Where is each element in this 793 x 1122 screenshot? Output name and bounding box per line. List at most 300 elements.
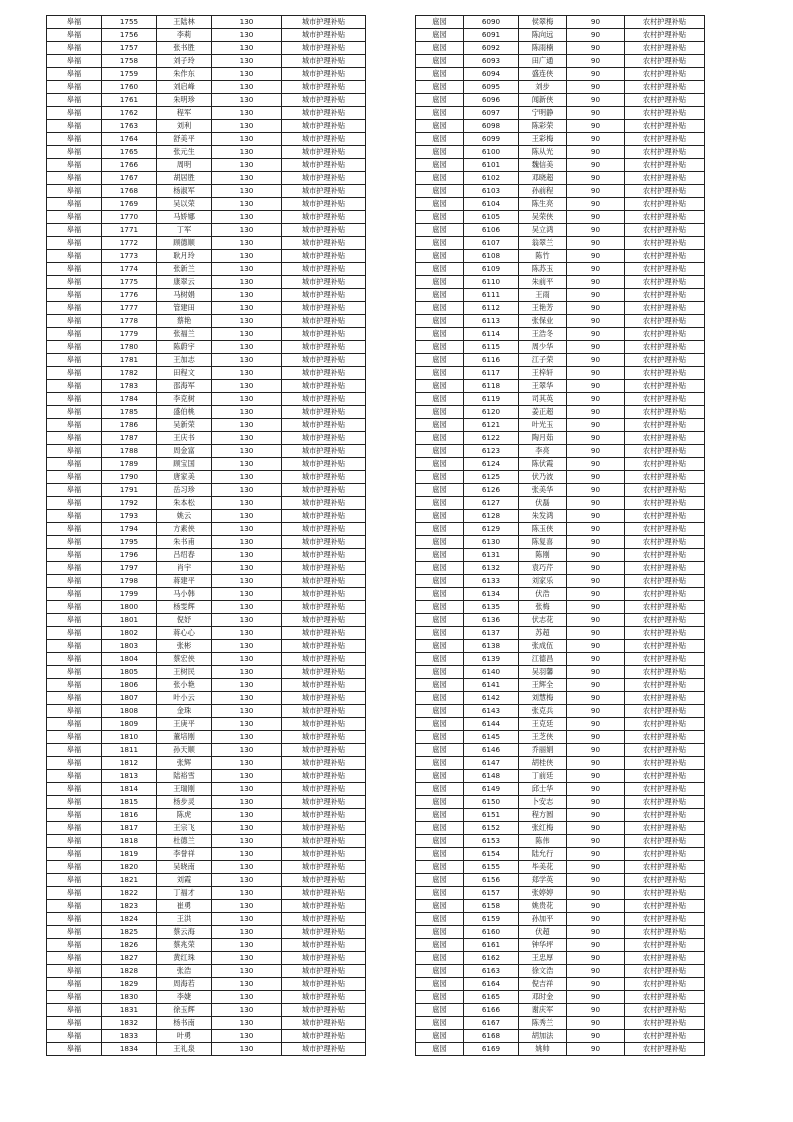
table-row (416, 887, 705, 900)
amount-cell: 90 (567, 666, 625, 679)
table-row (416, 874, 705, 887)
town-cell: 皋福 (47, 1017, 102, 1030)
category-cell: 农村护理补贴 (625, 393, 705, 406)
serial-number-cell: 1755 (102, 16, 157, 29)
category-cell: 农村护理补贴 (625, 822, 705, 835)
amount-cell: 130 (212, 796, 282, 809)
name-cell: 闻新侠 (519, 94, 567, 107)
table-row (47, 575, 366, 588)
amount-cell: 90 (567, 146, 625, 159)
name-cell: 刘启峰 (157, 81, 212, 94)
category-cell: 农村护理补贴 (625, 744, 705, 757)
name-cell: 李亮 (519, 445, 567, 458)
town-cell: 皋福 (47, 523, 102, 536)
category-cell: 城市护理补贴 (282, 744, 366, 757)
category-cell: 城市护理补贴 (282, 432, 366, 445)
name-cell: 王宗飞 (157, 822, 212, 835)
table-row (47, 601, 366, 614)
serial-number-cell: 6117 (464, 367, 519, 380)
category-cell: 城市护理补贴 (282, 42, 366, 55)
table-row (47, 302, 366, 315)
name-cell: 吴立鸿 (519, 224, 567, 237)
name-cell: 王艳芳 (519, 302, 567, 315)
amount-cell: 130 (212, 328, 282, 341)
name-cell: 倪吉祥 (519, 978, 567, 991)
table-row (47, 1004, 366, 1017)
town-cell: 皋福 (47, 224, 102, 237)
town-cell: 皋福 (47, 393, 102, 406)
name-cell: 王辉全 (519, 679, 567, 692)
town-cell: 皋福 (47, 510, 102, 523)
table-row (47, 757, 366, 770)
table-row (416, 354, 705, 367)
amount-cell: 90 (567, 731, 625, 744)
name-cell: 朱明珍 (157, 94, 212, 107)
serial-number-cell: 6160 (464, 926, 519, 939)
category-cell: 农村护理补贴 (625, 380, 705, 393)
town-cell: 皋福 (47, 185, 102, 198)
table-row (47, 315, 366, 328)
table-row (416, 1043, 705, 1056)
amount-cell: 90 (567, 263, 625, 276)
serial-number-cell: 1777 (102, 302, 157, 315)
serial-number-cell: 1832 (102, 1017, 157, 1030)
amount-cell: 90 (567, 939, 625, 952)
category-cell: 农村护理补贴 (625, 705, 705, 718)
category-cell: 农村护理补贴 (625, 835, 705, 848)
amount-cell: 90 (567, 965, 625, 978)
town-cell: 扈园 (416, 263, 464, 276)
amount-cell: 90 (567, 406, 625, 419)
amount-cell: 90 (567, 718, 625, 731)
table-row (47, 510, 366, 523)
name-cell: 吕绍春 (157, 549, 212, 562)
serial-number-cell: 6121 (464, 419, 519, 432)
amount-cell: 90 (567, 120, 625, 133)
town-cell: 皋福 (47, 328, 102, 341)
town-cell: 扈园 (416, 276, 464, 289)
name-cell: 蔡兆荣 (157, 939, 212, 952)
table-row (47, 536, 366, 549)
name-cell: 肖宇 (157, 562, 212, 575)
serial-number-cell: 6140 (464, 666, 519, 679)
table-row (47, 705, 366, 718)
name-cell: 陶月茹 (519, 432, 567, 445)
town-cell: 扈园 (416, 822, 464, 835)
name-cell: 董培刚 (157, 731, 212, 744)
table-row (416, 367, 705, 380)
serial-number-cell: 1799 (102, 588, 157, 601)
table-row (416, 679, 705, 692)
serial-number-cell: 6114 (464, 328, 519, 341)
amount-cell: 90 (567, 29, 625, 42)
name-cell: 吴以荣 (157, 198, 212, 211)
amount-cell: 130 (212, 809, 282, 822)
table-row (416, 718, 705, 731)
left-roster-table (46, 15, 366, 1056)
serial-number-cell: 6115 (464, 341, 519, 354)
town-cell: 扈园 (416, 796, 464, 809)
category-cell: 农村护理补贴 (625, 341, 705, 354)
category-cell: 城市护理补贴 (282, 562, 366, 575)
table-row (416, 68, 705, 81)
town-cell: 皋福 (47, 1004, 102, 1017)
name-cell: 陈从光 (519, 146, 567, 159)
table-row (416, 523, 705, 536)
category-cell: 城市护理补贴 (282, 770, 366, 783)
name-cell: 邵海军 (157, 380, 212, 393)
amount-cell: 130 (212, 861, 282, 874)
name-cell: 伏乃波 (519, 471, 567, 484)
table-row (47, 874, 366, 887)
name-cell: 卜安志 (519, 796, 567, 809)
town-cell: 皋福 (47, 81, 102, 94)
category-cell: 农村护理补贴 (625, 848, 705, 861)
table-row (416, 809, 705, 822)
category-cell: 城市护理补贴 (282, 328, 366, 341)
table-row (416, 107, 705, 120)
town-cell: 扈园 (416, 575, 464, 588)
town-cell: 皋福 (47, 562, 102, 575)
table-row (416, 757, 705, 770)
town-cell: 扈园 (416, 861, 464, 874)
table-row (416, 978, 705, 991)
category-cell: 城市护理补贴 (282, 575, 366, 588)
table-row (47, 588, 366, 601)
serial-number-cell: 6093 (464, 55, 519, 68)
serial-number-cell: 1776 (102, 289, 157, 302)
name-cell: 王梓轩 (519, 367, 567, 380)
amount-cell: 130 (212, 107, 282, 120)
table-row (416, 237, 705, 250)
amount-cell: 130 (212, 159, 282, 172)
serial-number-cell: 6144 (464, 718, 519, 731)
amount-cell: 130 (212, 1030, 282, 1043)
name-cell: 王陆林 (157, 16, 212, 29)
name-cell: 王雨 (519, 289, 567, 302)
category-cell: 农村护理补贴 (625, 549, 705, 562)
amount-cell: 90 (567, 198, 625, 211)
table-row (47, 172, 366, 185)
amount-cell: 130 (212, 42, 282, 55)
amount-cell: 90 (567, 328, 625, 341)
name-cell: 王庆书 (157, 432, 212, 445)
category-cell: 农村护理补贴 (625, 679, 705, 692)
category-cell: 农村护理补贴 (625, 900, 705, 913)
table-row (416, 536, 705, 549)
category-cell: 城市护理补贴 (282, 250, 366, 263)
serial-number-cell: 1780 (102, 341, 157, 354)
town-cell: 扈园 (416, 120, 464, 133)
town-cell: 扈园 (416, 549, 464, 562)
table-row (416, 653, 705, 666)
category-cell: 农村护理补贴 (625, 952, 705, 965)
serial-number-cell: 6098 (464, 120, 519, 133)
amount-cell: 130 (212, 549, 282, 562)
town-cell: 扈园 (416, 198, 464, 211)
town-cell: 扈园 (416, 653, 464, 666)
name-cell: 田程文 (157, 367, 212, 380)
category-cell: 农村护理补贴 (625, 367, 705, 380)
town-cell: 皋福 (47, 900, 102, 913)
amount-cell: 130 (212, 185, 282, 198)
category-cell: 城市护理补贴 (282, 406, 366, 419)
name-cell: 马树娟 (157, 289, 212, 302)
town-cell: 皋福 (47, 42, 102, 55)
amount-cell: 90 (567, 81, 625, 94)
amount-cell: 90 (567, 471, 625, 484)
serial-number-cell: 6157 (464, 887, 519, 900)
table-row (416, 952, 705, 965)
category-cell: 农村护理补贴 (625, 29, 705, 42)
amount-cell: 90 (567, 237, 625, 250)
table-row (416, 666, 705, 679)
serial-number-cell: 6145 (464, 731, 519, 744)
name-cell: 岳习珍 (157, 484, 212, 497)
serial-number-cell: 1793 (102, 510, 157, 523)
amount-cell: 90 (567, 978, 625, 991)
table-row (416, 393, 705, 406)
name-cell: 朱书甫 (157, 536, 212, 549)
town-cell: 扈园 (416, 471, 464, 484)
serial-number-cell: 6151 (464, 809, 519, 822)
category-cell: 城市护理补贴 (282, 341, 366, 354)
name-cell: 陈蔚宇 (157, 341, 212, 354)
amount-cell: 90 (567, 107, 625, 120)
serial-number-cell: 6139 (464, 653, 519, 666)
serial-number-cell: 1790 (102, 471, 157, 484)
name-cell: 姚云 (157, 510, 212, 523)
table-row (47, 796, 366, 809)
town-cell: 扈园 (416, 783, 464, 796)
category-cell: 农村护理补贴 (625, 770, 705, 783)
amount-cell: 90 (567, 1004, 625, 1017)
name-cell: 张书胜 (157, 42, 212, 55)
category-cell: 农村护理补贴 (625, 796, 705, 809)
town-cell: 扈园 (416, 965, 464, 978)
serial-number-cell: 1808 (102, 705, 157, 718)
town-cell: 扈园 (416, 55, 464, 68)
table-row (47, 939, 366, 952)
table-row (416, 588, 705, 601)
name-cell: 邓晓超 (519, 172, 567, 185)
name-cell: 胡桂侠 (519, 757, 567, 770)
amount-cell: 130 (212, 94, 282, 107)
category-cell: 城市护理补贴 (282, 497, 366, 510)
category-cell: 农村护理补贴 (625, 1043, 705, 1056)
amount-cell: 90 (567, 432, 625, 445)
table-row (47, 289, 366, 302)
category-cell: 城市护理补贴 (282, 692, 366, 705)
name-cell: 李莉 (157, 29, 212, 42)
serial-number-cell: 1796 (102, 549, 157, 562)
amount-cell: 130 (212, 16, 282, 29)
town-cell: 皋福 (47, 55, 102, 68)
town-cell: 皋福 (47, 913, 102, 926)
amount-cell: 130 (212, 705, 282, 718)
amount-cell: 130 (212, 718, 282, 731)
amount-cell: 130 (212, 211, 282, 224)
category-cell: 城市护理补贴 (282, 224, 366, 237)
amount-cell: 130 (212, 965, 282, 978)
serial-number-cell: 1823 (102, 900, 157, 913)
amount-cell: 130 (212, 848, 282, 861)
town-cell: 扈园 (416, 835, 464, 848)
town-cell: 皋福 (47, 575, 102, 588)
table-row (416, 302, 705, 315)
serial-number-cell: 1821 (102, 874, 157, 887)
serial-number-cell: 6159 (464, 913, 519, 926)
serial-number-cell: 1785 (102, 406, 157, 419)
serial-number-cell: 6107 (464, 237, 519, 250)
town-cell: 皋福 (47, 666, 102, 679)
category-cell: 城市护理补贴 (282, 1043, 366, 1056)
serial-number-cell: 6123 (464, 445, 519, 458)
table-row (416, 146, 705, 159)
serial-number-cell: 1767 (102, 172, 157, 185)
town-cell: 扈园 (416, 445, 464, 458)
table-row (416, 406, 705, 419)
serial-number-cell: 1817 (102, 822, 157, 835)
category-cell: 城市护理补贴 (282, 965, 366, 978)
amount-cell: 130 (212, 874, 282, 887)
name-cell: 王瑞刚 (157, 783, 212, 796)
name-cell: 张保业 (519, 315, 567, 328)
serial-number-cell: 6164 (464, 978, 519, 991)
name-cell: 宁明静 (519, 107, 567, 120)
name-cell: 周明 (157, 159, 212, 172)
serial-number-cell: 1797 (102, 562, 157, 575)
town-cell: 扈园 (416, 289, 464, 302)
category-cell: 农村护理补贴 (625, 81, 705, 94)
amount-cell: 90 (567, 224, 625, 237)
category-cell: 城市护理补贴 (282, 900, 366, 913)
category-cell: 农村护理补贴 (625, 614, 705, 627)
category-cell: 城市护理补贴 (282, 718, 366, 731)
name-cell: 蒋心心 (157, 627, 212, 640)
left-roster-body (47, 16, 366, 1056)
name-cell: 孙前程 (519, 185, 567, 198)
town-cell: 皋福 (47, 471, 102, 484)
table-row (47, 1030, 366, 1043)
serial-number-cell: 6131 (464, 549, 519, 562)
serial-number-cell: 1833 (102, 1030, 157, 1043)
amount-cell: 90 (567, 744, 625, 757)
amount-cell: 90 (567, 133, 625, 146)
table-row (47, 653, 366, 666)
category-cell: 农村护理补贴 (625, 198, 705, 211)
amount-cell: 130 (212, 380, 282, 393)
serial-number-cell: 1791 (102, 484, 157, 497)
amount-cell: 90 (567, 484, 625, 497)
amount-cell: 130 (212, 432, 282, 445)
name-cell: 周少华 (519, 341, 567, 354)
table-row (47, 718, 366, 731)
amount-cell: 90 (567, 315, 625, 328)
town-cell: 皋福 (47, 94, 102, 107)
table-row (47, 94, 366, 107)
amount-cell: 90 (567, 1017, 625, 1030)
category-cell: 农村护理补贴 (625, 276, 705, 289)
serial-number-cell: 6108 (464, 250, 519, 263)
name-cell: 张克兵 (519, 705, 567, 718)
serial-number-cell: 1818 (102, 835, 157, 848)
town-cell: 皋福 (47, 614, 102, 627)
name-cell: 司其英 (519, 393, 567, 406)
serial-number-cell: 1809 (102, 718, 157, 731)
town-cell: 扈园 (416, 588, 464, 601)
amount-cell: 90 (567, 159, 625, 172)
serial-number-cell: 6161 (464, 939, 519, 952)
category-cell: 城市护理补贴 (282, 315, 366, 328)
amount-cell: 90 (567, 549, 625, 562)
town-cell: 皋福 (47, 601, 102, 614)
category-cell: 城市护理补贴 (282, 601, 366, 614)
table-row (416, 1004, 705, 1017)
town-cell: 扈园 (416, 952, 464, 965)
amount-cell: 130 (212, 55, 282, 68)
name-cell: 张辉 (157, 757, 212, 770)
category-cell: 城市护理补贴 (282, 81, 366, 94)
name-cell: 伏超 (519, 926, 567, 939)
category-cell: 城市护理补贴 (282, 302, 366, 315)
town-cell: 皋福 (47, 341, 102, 354)
amount-cell: 90 (567, 510, 625, 523)
category-cell: 城市护理补贴 (282, 796, 366, 809)
amount-cell: 130 (212, 1043, 282, 1056)
amount-cell: 130 (212, 614, 282, 627)
serial-number-cell: 1756 (102, 29, 157, 42)
table-row (416, 185, 705, 198)
town-cell: 扈园 (416, 978, 464, 991)
name-cell: 李克树 (157, 393, 212, 406)
name-cell: 杜德兰 (157, 835, 212, 848)
table-row (416, 380, 705, 393)
town-cell: 皋福 (47, 1030, 102, 1043)
town-cell: 皋福 (47, 718, 102, 731)
table-row (47, 42, 366, 55)
amount-cell: 130 (212, 692, 282, 705)
category-cell: 农村护理补贴 (625, 159, 705, 172)
table-row (416, 926, 705, 939)
category-cell: 城市护理补贴 (282, 679, 366, 692)
serial-number-cell: 6124 (464, 458, 519, 471)
category-cell: 农村护理补贴 (625, 172, 705, 185)
category-cell: 农村护理补贴 (625, 1017, 705, 1030)
category-cell: 城市护理补贴 (282, 614, 366, 627)
name-cell: 丁前廷 (519, 770, 567, 783)
category-cell: 农村护理补贴 (625, 497, 705, 510)
serial-number-cell: 1758 (102, 55, 157, 68)
name-cell: 刘霞 (157, 874, 212, 887)
town-cell: 扈园 (416, 744, 464, 757)
town-cell: 皋福 (47, 770, 102, 783)
serial-number-cell: 1779 (102, 328, 157, 341)
table-row (416, 770, 705, 783)
amount-cell: 130 (212, 1004, 282, 1017)
table-row (47, 107, 366, 120)
category-cell: 农村护理补贴 (625, 302, 705, 315)
town-cell: 扈园 (416, 328, 464, 341)
name-cell: 盛伯桃 (157, 406, 212, 419)
category-cell: 农村护理补贴 (625, 562, 705, 575)
name-cell: 陆裕雪 (157, 770, 212, 783)
name-cell: 刘步 (519, 81, 567, 94)
amount-cell: 130 (212, 640, 282, 653)
table-row (47, 523, 366, 536)
town-cell: 扈园 (416, 731, 464, 744)
name-cell: 管建田 (157, 302, 212, 315)
